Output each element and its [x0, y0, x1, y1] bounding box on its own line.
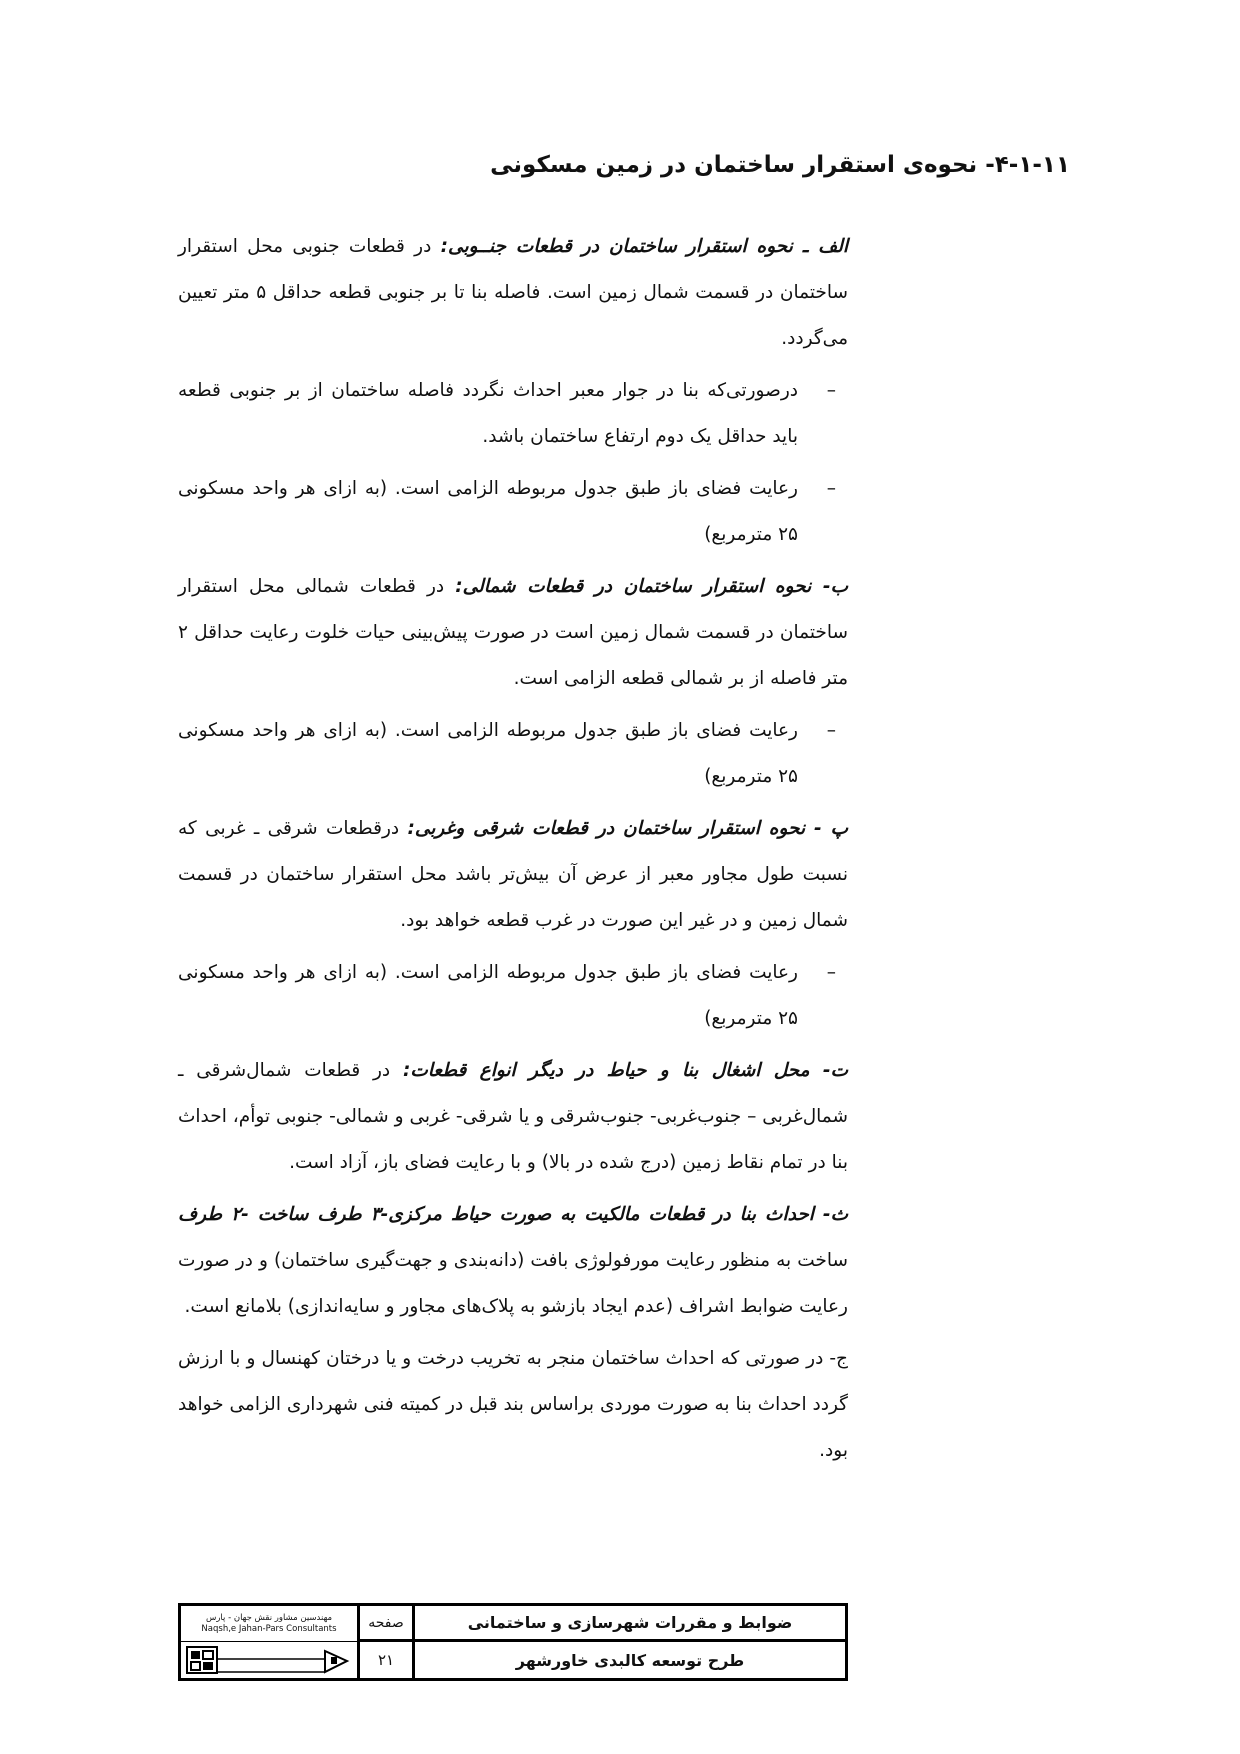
- page-label: صفحه: [360, 1606, 412, 1642]
- section-be: [178, 564, 848, 702]
- document-body: [178, 224, 848, 1480]
- section-pe-text: درقطعات شرقی ـ غربی که نسبت طول مجاور معبر از عرض آن بیش‌تر باشد محل استقرار ساختمان در قسمت شمال زمین و در غیر این صورت در غرب قطعه خواهد بود.: [178, 818, 848, 931]
- section-se: [178, 1192, 848, 1330]
- footer-company-cell: [181, 1606, 360, 1678]
- section-se-text: ساخت به منظور رعایت مورفولوژی بافت (دانه‌بندی و جهت‌گیری ساختمان) و در صورت رعایت ضوابط اشراف (عدم ایجاد بازشو به پلاک‌های مجاور و سایه‌اندازی) بلامانع است.: [178, 1250, 848, 1317]
- bullet-item: [178, 708, 848, 800]
- bullet-item: [178, 368, 848, 460]
- footer-title-top: ضوابط و مقررات شهرسازی و ساختمانی: [415, 1606, 845, 1642]
- footer-table: [178, 1603, 848, 1681]
- bullet-text: درصورتی‌که بنا در جوار معبر احداث نگردد فاصله ساختمان از بر جنوبی قطعه باید حداقل یک دوم ارتفاع ساختمان باشد.: [178, 380, 798, 447]
- section-jim-text: ج- در صورتی که احداث ساختمان منجر به تخریب درخت و یا درختان کهنسال و با ارزش گردد احداث بنا به صورت موردی براساس بند قبل در کمیته فنی شهرداری الزامی خواهد بود.: [178, 1348, 848, 1461]
- section-alef-text: در قطعات جنوبی محل استقرار ساختمان در قسمت شمال زمین است. فاصله بنا تا بر جنوبی قطعه حداقل ۵ متر تعیین می‌گردد.: [178, 236, 848, 349]
- dash-bullet-icon: –: [826, 478, 836, 499]
- company-logo-icon: [185, 1645, 353, 1675]
- page-number: ۲۱: [377, 1651, 395, 1669]
- section-be-text: در قطعات شمالی محل استقرار ساختمان در قسمت شمال زمین است در صورت پیش‌بینی حیات خلوت رعایت حداقل ۲ متر فاصله از بر شمالی قطعه الزامی است.: [178, 576, 848, 689]
- footer-title-cell: [415, 1606, 845, 1678]
- section-se-lead: ث- احداث بنا در قطعات مالکیت به صورت حیاط مرکزی-۳ طرف ساخت -۲ طرف: [178, 1204, 848, 1225]
- bullet-item: [178, 950, 848, 1042]
- company-name-fa: مهندسین مشاور نقش جهان - پارس: [205, 1612, 333, 1623]
- dash-bullet-icon: –: [826, 380, 836, 401]
- dash-bullet-icon: –: [826, 720, 836, 741]
- bullet-text: رعایت فضای باز طبق جدول مربوطه الزامی است. (به ازای هر واحد مسکونی ۲۵ مترمربع): [178, 962, 798, 1029]
- section-alef: [178, 224, 848, 362]
- section-te-lead: ت- محل اشغال بنا و حیاط در دیگر انواع قطعات:: [402, 1060, 848, 1081]
- dash-bullet-icon: –: [826, 962, 836, 983]
- section-pe-lead: پ - نحوه استقرار ساختمان در قطعات شرقی وغربی:: [407, 818, 849, 839]
- footer-page-cell: [360, 1606, 415, 1678]
- section-be-lead: ب- نحوه استقرار ساختمان در قطعات شمالی:: [455, 576, 848, 597]
- bullet-text: رعایت فضای باز طبق جدول مربوطه الزامی است. (به ازای هر واحد مسکونی ۲۵ مترمربع): [178, 478, 798, 545]
- company-name-en: Naqsh,e Jahan-Pars Consultants: [201, 1623, 337, 1634]
- company-name-box: [181, 1606, 357, 1642]
- footer-title-bottom: طرح توسعه کالبدی خاورشهر: [515, 1650, 745, 1670]
- section-te: [178, 1048, 848, 1186]
- company-logo: [181, 1642, 357, 1678]
- bullet-text: رعایت فضای باز طبق جدول مربوطه الزامی است. (به ازای هر واحد مسکونی ۲۵ مترمربع): [178, 720, 798, 787]
- section-jim: [178, 1336, 848, 1474]
- section-alef-lead: الف ـ نحوه استقرار ساختمان در قطعات جنــوبی:: [440, 236, 848, 257]
- bullet-item: [178, 466, 848, 558]
- page-heading: ۴-۱-۱۱- نحوه‌ی استقرار ساختمان در زمین مسکونی: [490, 152, 1070, 178]
- section-te-text: در قطعات شمال‌شرقی ـ شمال‌غربی – جنوب‌غربی- جنوب‌شرقی و یا شرقی- غربی و شمالی- جنوبی توأم، احداث بنا در تمام نقاط زمین (درج شده در بالا) و با رعایت فضای باز، آزاد است.: [178, 1060, 848, 1173]
- section-pe: [178, 806, 848, 944]
